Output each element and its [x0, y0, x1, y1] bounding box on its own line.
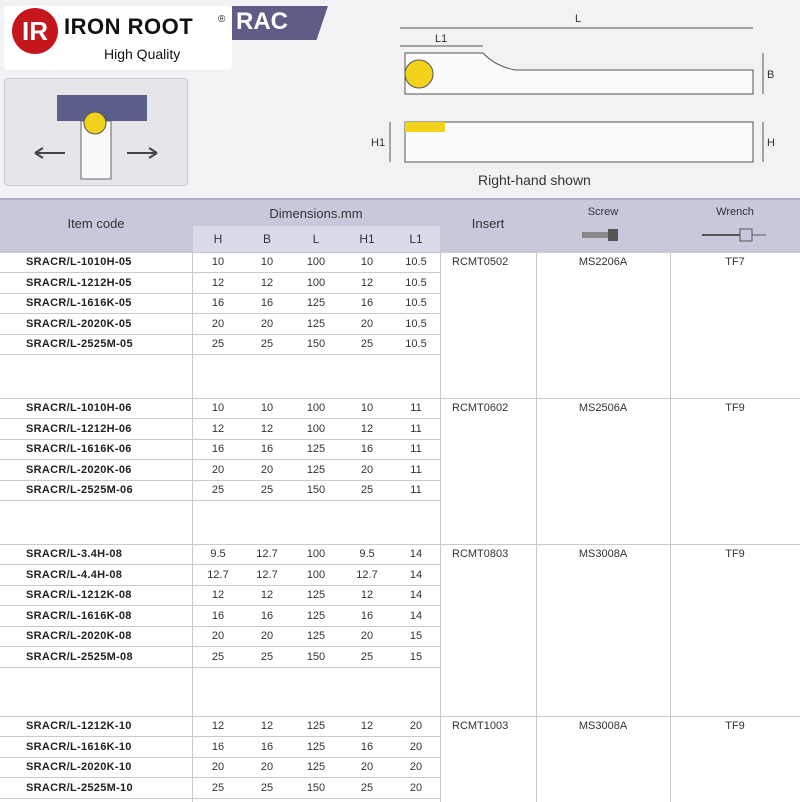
row-divider — [0, 605, 440, 606]
tool-thumbnail-drawing — [5, 79, 187, 185]
dim-L1-value: 14 — [409, 548, 423, 560]
dim-H1-value: 12 — [360, 720, 374, 732]
dim-H-value: 16 — [211, 297, 225, 309]
dim-B-value: 20 — [260, 630, 274, 642]
item-code: SRACR/L-2525M-05 — [26, 338, 133, 350]
page-title: RAC — [236, 8, 288, 35]
dim-B-value: 25 — [260, 484, 274, 496]
dim-B-value: 25 — [260, 650, 274, 663]
group-divider — [0, 716, 800, 717]
screw-code: MS2506A — [578, 402, 628, 414]
dim-L1-value: 20 — [409, 740, 423, 753]
row-divider — [0, 777, 440, 778]
header-L1: L1 — [409, 232, 423, 246]
dim-H-value: 16 — [211, 443, 225, 455]
header-wrench: Wrench — [716, 206, 754, 218]
screw-code: MS2206A — [578, 256, 628, 268]
dim-L-value: 100 — [306, 402, 326, 414]
dim-L-value: 125 — [306, 630, 326, 642]
dim-H1-value: 25 — [360, 781, 374, 794]
dim-H-value: 25 — [211, 338, 225, 350]
item-code: SRACR/L-2525M-10 — [26, 781, 133, 794]
dim-B-value: 12 — [260, 276, 274, 289]
dim-L-value: 150 — [306, 338, 326, 350]
row-divider — [0, 480, 440, 481]
dim-L-value: 150 — [306, 484, 326, 496]
dim-B-value: 16 — [260, 443, 274, 455]
dim-H-value: 12 — [211, 276, 225, 289]
row-divider — [0, 757, 440, 758]
tool-thumbnail — [4, 78, 188, 186]
insert-code: RCMT0502 — [452, 256, 509, 268]
wrench-code: TF9 — [725, 720, 745, 732]
dim-H-value: 12.7 — [207, 568, 229, 581]
dim-L-value: 100 — [306, 548, 326, 560]
header-H: H — [213, 232, 223, 246]
dim-H-value: 25 — [211, 781, 225, 794]
dim-H-value: 10 — [211, 402, 225, 414]
dim-L-value: 125 — [306, 740, 326, 753]
dim-L-value: 100 — [306, 276, 326, 289]
header-item-code: Item code — [67, 216, 125, 231]
col-divider — [440, 200, 441, 802]
row-divider — [0, 313, 440, 314]
item-code: SRACR/L-1212K-08 — [26, 589, 132, 601]
dim-L1-value: 10.5 — [405, 276, 427, 289]
dim-H1-value: 25 — [360, 484, 374, 496]
wrench-code: TF9 — [725, 548, 745, 560]
header-B: B — [262, 232, 271, 246]
dim-L1-value: 20 — [409, 761, 423, 773]
dim-B-value: 12 — [260, 720, 274, 732]
dim-L-value: 150 — [306, 650, 326, 663]
dim-L1-value: 20 — [409, 781, 423, 794]
item-code: SRACR/L-2020K-06 — [26, 463, 132, 476]
dim-B-label: B — [767, 69, 775, 81]
dim-L-value: 125 — [306, 589, 326, 601]
header-L: L — [312, 232, 320, 246]
item-code: SRACR/L-2020K-10 — [26, 761, 132, 773]
dim-L-value: 125 — [306, 317, 326, 330]
dim-L-value: 100 — [306, 256, 326, 268]
dim-H-value: 25 — [211, 484, 225, 496]
dim-H1-value: 10 — [360, 402, 374, 414]
wrench-code: TF9 — [725, 402, 745, 414]
item-code: SRACR/L-2525M-06 — [26, 484, 133, 496]
group-divider — [0, 544, 800, 545]
row-divider — [0, 736, 440, 737]
dim-L1-value: 11 — [410, 484, 422, 496]
item-code: SRACR/L-1616K-08 — [26, 609, 132, 622]
dim-L-value: 125 — [306, 297, 326, 309]
col-divider — [536, 200, 537, 802]
header-dimensions: Dimensions.mm — [269, 206, 363, 221]
group-divider — [0, 252, 800, 253]
item-code: SRACR/L-2020K-08 — [26, 630, 132, 642]
dim-H-value: 12 — [211, 422, 225, 435]
dim-H1-value: 9.5 — [359, 548, 375, 560]
col-divider — [192, 200, 193, 802]
dim-L-value: 150 — [306, 781, 326, 794]
dim-H-value: 20 — [211, 630, 225, 642]
dim-L-value: 100 — [306, 422, 326, 435]
dim-H1-value: 16 — [360, 297, 374, 309]
header-insert: Insert — [471, 216, 505, 231]
dim-B-value: 20 — [260, 317, 274, 330]
dim-H1-value: 12 — [360, 589, 374, 601]
dim-B-value: 10 — [260, 256, 274, 268]
dim-L-value: 125 — [306, 443, 326, 455]
dimension-drawing — [355, 8, 795, 168]
dim-H1-value: 16 — [360, 443, 374, 455]
group-divider — [0, 398, 800, 399]
dim-B-value: 10 — [260, 402, 274, 414]
dim-B-value: 12 — [260, 422, 274, 435]
dim-L1-value: 11 — [410, 402, 422, 414]
row-divider — [0, 798, 440, 799]
dim-L1-value: 14 — [409, 568, 423, 581]
brand-mark-icon: IR — [12, 8, 58, 54]
dim-H1-value: 20 — [360, 630, 374, 642]
spec-table — [0, 198, 800, 802]
registered-mark: ® — [218, 14, 226, 25]
side-view-body — [405, 122, 753, 162]
dim-H1-value: 10 — [360, 256, 374, 268]
dim-L1-value: 15 — [409, 650, 423, 663]
figure-caption: Right-hand shown — [478, 172, 591, 188]
dim-H-value: 20 — [211, 761, 225, 773]
dim-H-value: 20 — [211, 463, 225, 476]
dim-L1-value: 10.5 — [405, 297, 427, 309]
dim-L1-label: L1 — [435, 33, 448, 45]
dim-B-value: 16 — [260, 740, 274, 753]
dim-L-value: 125 — [306, 463, 326, 476]
row-divider — [0, 439, 440, 440]
row-divider — [0, 272, 440, 273]
insert-top-icon — [405, 60, 433, 88]
dim-H1-value: 20 — [360, 317, 374, 330]
row-divider — [0, 459, 440, 460]
dim-B-value: 25 — [260, 338, 274, 350]
arrow-left-icon — [35, 148, 65, 158]
insert-side-icon — [405, 122, 445, 132]
dim-H-label: H — [767, 137, 775, 149]
dim-L-value: 125 — [306, 761, 326, 773]
dim-L-value: 125 — [306, 609, 326, 622]
dim-H1-value: 20 — [360, 761, 374, 773]
screw-icon — [580, 226, 626, 244]
dim-H-value: 25 — [211, 650, 225, 663]
dim-H-value: 16 — [211, 609, 225, 622]
dim-L-value: 100 — [306, 568, 326, 581]
row-divider — [0, 585, 440, 586]
item-code: SRACR/L-1616K-06 — [26, 443, 132, 455]
dim-B-value: 16 — [260, 297, 274, 309]
item-code: SRACR/L-1010H-06 — [26, 402, 132, 414]
dim-L1-value: 14 — [409, 589, 423, 601]
dim-L1-value: 10.5 — [405, 338, 427, 350]
dim-B-value: 12.7 — [256, 548, 278, 560]
dim-L1-value: 11 — [410, 443, 422, 455]
row-divider — [0, 293, 440, 294]
dim-H1-value: 16 — [360, 740, 374, 753]
item-code: SRACR/L-3.4H-08 — [26, 548, 123, 560]
dim-H1-label: H1 — [371, 137, 386, 149]
row-divider — [0, 564, 440, 565]
header-H1: H1 — [359, 232, 375, 246]
screw-code: MS3008A — [578, 720, 628, 732]
row-divider — [0, 354, 440, 355]
dim-H1-value: 12 — [360, 422, 374, 435]
insert-code: RCMT0602 — [452, 402, 509, 414]
dim-H1-value: 20 — [360, 463, 374, 476]
dim-B-value: 20 — [260, 761, 274, 773]
row-divider — [0, 334, 440, 335]
dim-B-value: 20 — [260, 463, 274, 476]
wrench-icon — [700, 226, 770, 244]
wrench-code: TF7 — [725, 256, 745, 268]
dim-L1-value: 20 — [409, 720, 423, 732]
dim-H1-value: 16 — [360, 609, 374, 622]
row-divider — [0, 646, 440, 647]
dim-H1-value: 25 — [360, 338, 374, 350]
item-code: SRACR/L-1010H-05 — [26, 256, 132, 268]
brand-name: IRON ROOT — [64, 14, 194, 39]
item-code: SRACR/L-1212H-05 — [26, 276, 132, 289]
arrow-right-icon — [127, 148, 157, 158]
dim-L-value: 125 — [306, 720, 326, 732]
dim-L1-value: 10.5 — [405, 256, 427, 268]
dim-L-label: L — [575, 13, 582, 25]
dim-H1-value: 12 — [360, 276, 374, 289]
insert-icon — [84, 112, 106, 134]
row-divider — [0, 667, 440, 668]
dim-H-value: 12 — [211, 720, 225, 732]
insert-code: RCMT0803 — [452, 548, 509, 560]
item-code: SRACR/L-4.4H-08 — [26, 568, 123, 581]
item-code: SRACR/L-1616K-10 — [26, 740, 132, 753]
col-divider — [670, 200, 671, 802]
dim-B-value: 25 — [260, 781, 274, 794]
item-code: SRACR/L-1616K-05 — [26, 297, 132, 309]
dim-H1-value: 12.7 — [356, 568, 378, 581]
dim-H-value: 16 — [211, 740, 225, 753]
dim-H-value: 12 — [211, 589, 225, 601]
dim-H-value: 20 — [211, 317, 225, 330]
dim-H-value: 9.5 — [210, 548, 226, 560]
dim-L1-value: 11 — [410, 422, 422, 435]
item-code: SRACR/L-2525M-08 — [26, 650, 133, 663]
item-code: SRACR/L-1212K-10 — [26, 720, 132, 732]
dim-B-value: 12.7 — [256, 568, 278, 581]
dim-H1-value: 25 — [360, 650, 374, 663]
insert-code: RCMT1003 — [452, 720, 509, 732]
dim-B-value: 12 — [260, 589, 274, 601]
item-code: SRACR/L-2020K-05 — [26, 317, 132, 330]
dim-L1-value: 15 — [409, 630, 423, 642]
row-divider — [0, 418, 440, 419]
screw-code: MS3008A — [578, 548, 628, 560]
row-divider — [0, 626, 440, 627]
dim-L1-value: 14 — [409, 609, 423, 622]
dim-H-value: 10 — [211, 256, 225, 268]
dim-L1-value: 10.5 — [405, 317, 427, 330]
dim-L1-value: 11 — [410, 463, 422, 476]
brand-tagline: High Quality — [104, 46, 181, 62]
header-screw: Screw — [587, 206, 619, 218]
row-divider — [0, 500, 440, 501]
item-code: SRACR/L-1212H-06 — [26, 422, 132, 435]
dim-B-value: 16 — [260, 609, 274, 622]
top-view-body — [405, 53, 753, 94]
